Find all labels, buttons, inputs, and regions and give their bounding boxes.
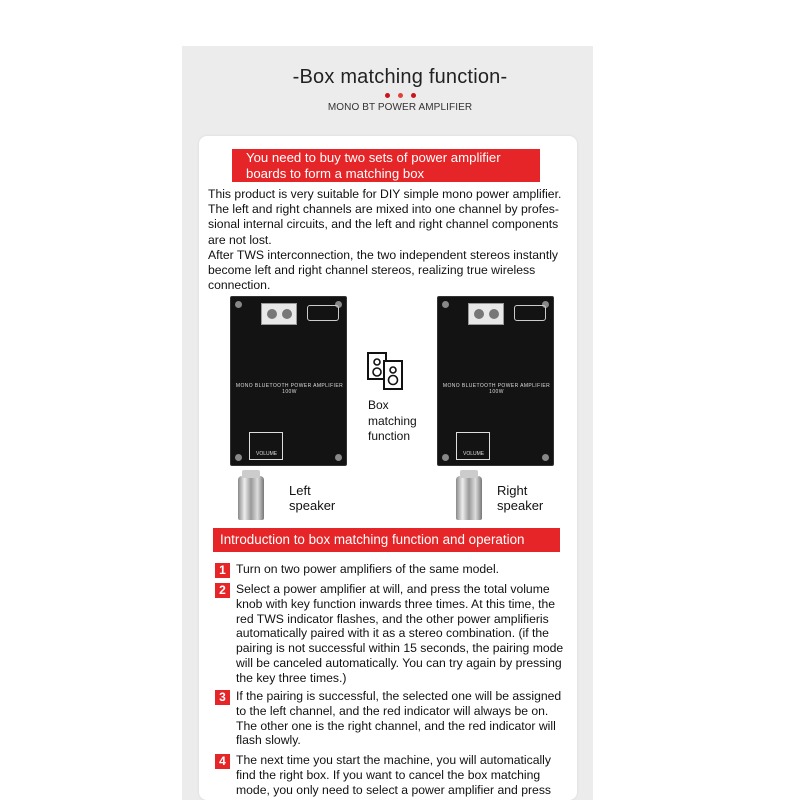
description-line: The left and right channels are mixed into one channel by profes-: [208, 202, 559, 217]
step-1: [215, 562, 575, 578]
step-line: find the right box. If you want to cancel the box matching: [236, 767, 541, 782]
speaker-pair-icon: [366, 351, 406, 391]
volume-knob: [456, 476, 482, 520]
step-line: If the pairing is successful, the selected one will be assigned: [236, 689, 562, 703]
purchase-banner: [232, 149, 540, 182]
screw: [442, 301, 449, 308]
dc-jack: [514, 305, 546, 321]
section-subtitle: MONO BT POWER AMPLIFIER: [327, 102, 473, 113]
step-line: to the left channel, and the red indicator will always be on.: [236, 703, 549, 718]
volume-control: [456, 432, 490, 460]
step-line: The next time you start the machine, you will automatically: [236, 753, 551, 767]
right-amplifier-board: [437, 296, 554, 466]
left-speaker-label: [289, 483, 335, 513]
step-number: 2: [215, 583, 230, 598]
step-text: [236, 753, 574, 797]
dc-jack: [307, 305, 339, 321]
product-description: [208, 187, 570, 293]
section-title: -Box matching function-: [292, 66, 508, 88]
intro-banner: Introduction to box matching function and operation: [213, 528, 560, 552]
right-speaker-label-line-2: speaker: [497, 498, 544, 513]
step-number: 4: [215, 754, 230, 769]
box-matching-label-line-2: matching: [368, 413, 417, 428]
description-line: sional internal circuits, and the left and right channel components: [208, 217, 559, 232]
box-matching-label-line-1: Box: [368, 398, 389, 412]
step-line: mode, you only need to select a power amplifier and press: [236, 782, 552, 797]
description-line: are not lost.: [208, 232, 272, 247]
board-label: MONO BLUETOOTH POWER AMPLIFIER 100W: [235, 383, 344, 395]
description-line: become left and right channel stereos, realizing true wireless: [208, 263, 536, 278]
screw: [235, 454, 242, 461]
step-text: [236, 562, 574, 577]
step-line: red TWS indicator flashes, and the other power amplifieris: [236, 611, 549, 626]
step-number: 3: [215, 690, 230, 705]
step-line: The other one is the right channel, and the red indicator will: [236, 718, 556, 733]
step-number: 1: [215, 563, 230, 578]
speaker-terminal: [261, 303, 297, 325]
volume-label: VOLUME: [463, 451, 485, 457]
step-3: [215, 689, 575, 749]
screw: [542, 454, 549, 461]
volume-control: [249, 432, 283, 460]
step-line: knob with key function inwards three times. At this time, the: [236, 596, 556, 611]
step-text: [236, 582, 574, 686]
box-matching-label-line-3: function: [368, 429, 411, 443]
volume-label: VOLUME: [256, 451, 278, 457]
description-line: After TWS interconnection, the two independent stereos instantly: [208, 247, 559, 262]
description-line: This product is very suitable for DIY simple mono power amplifier.: [208, 187, 562, 201]
box-matching-label: [368, 398, 417, 445]
volume-knob: [238, 476, 264, 520]
right-speaker-label: [497, 483, 543, 513]
step-line: pairing is not successful within 15 seconds, the pairing mode: [236, 641, 564, 656]
screw: [235, 301, 242, 308]
purchase-banner-line-1: You need to buy two sets of power amplifier: [246, 150, 501, 165]
left-amplifier-board: [230, 296, 347, 466]
speaker-terminal: [468, 303, 504, 325]
left-speaker-label-line-1: Left: [289, 483, 311, 498]
step-line: automatically paired with it as a stereo combination. (if the: [236, 626, 549, 641]
step-line: Turn on two power amplifiers of the same model.: [236, 562, 500, 576]
title-dots: [0, 93, 800, 98]
step-line: will be canceled automatically. You can try again by pressing: [236, 655, 562, 670]
screw: [442, 454, 449, 461]
step-line: flash slowly.: [236, 733, 301, 748]
board-label: MONO BLUETOOTH POWER AMPLIFIER 100W: [442, 383, 551, 395]
description-line: connection.: [208, 278, 271, 293]
step-text: [236, 689, 574, 748]
screw: [335, 454, 342, 461]
step-line: Select a power amplifier at will, and press the total volume: [236, 582, 550, 596]
step-line: the key three times.): [236, 670, 347, 685]
left-speaker-label-line-2: speaker: [289, 498, 336, 513]
right-speaker-label-line-1: Right: [497, 483, 528, 498]
step-4: [215, 753, 575, 799]
purchase-banner-line-2: boards to form a matching box: [246, 165, 425, 181]
step-2: [215, 582, 575, 686]
